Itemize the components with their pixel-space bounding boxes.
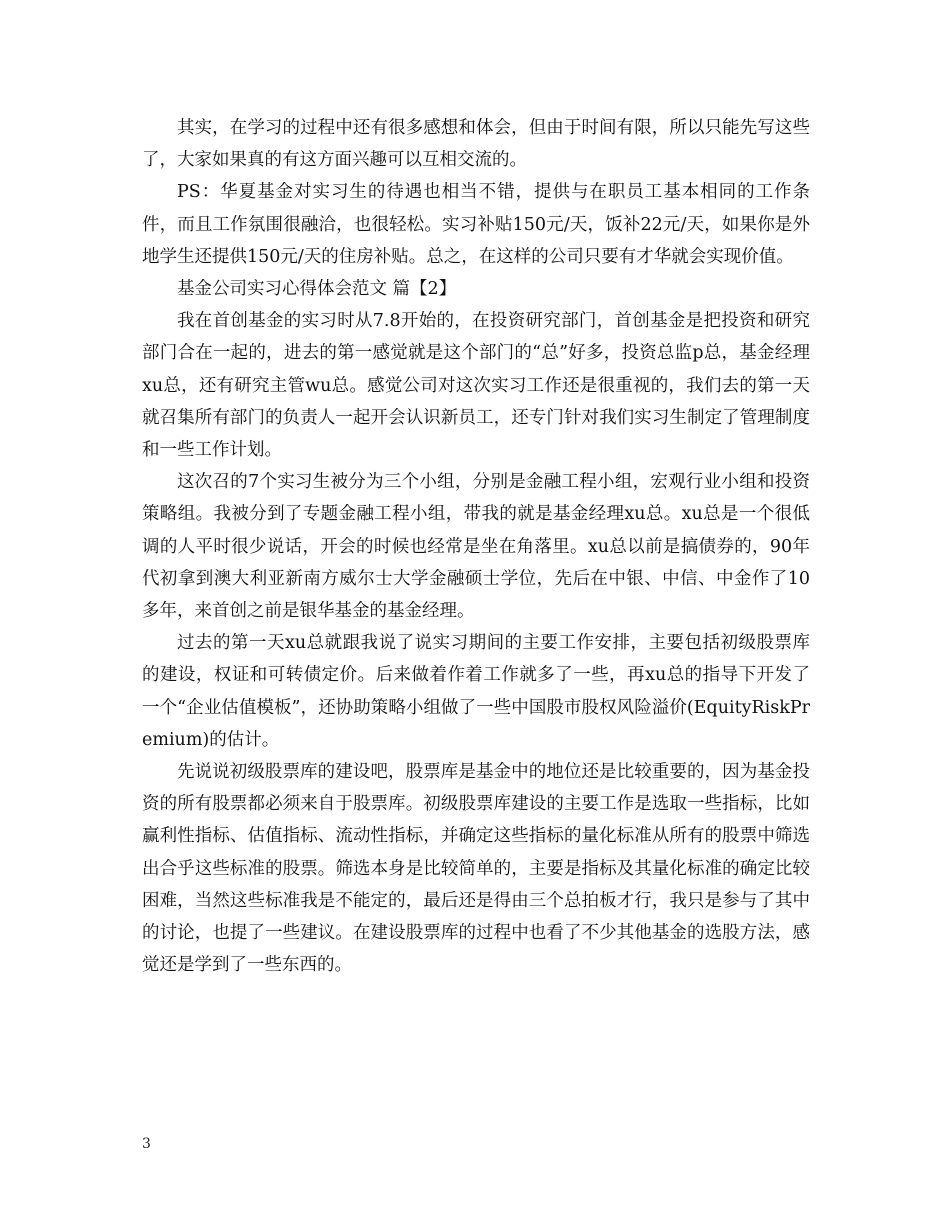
paragraph: 我在首创基金的实习时从7.8开始的，在投资研究部门，首创基金是把投资和研究部门合在一起的，进去的第一感觉就是这个部门的“总”好多，投资总监p总，基金经理xu总，还有研究主管wu总。感觉公司对这次实习工作还是很重视的，我们去的第一天就召集所有部门的负责人一起开会认识新员工，还专门针对我们实习生制定了管理制度和一些工作计划。 [142,311,810,461]
section-heading: 基金公司实习心得体会范文 篇【2】 [177,279,457,300]
paragraph: PS：华夏基金对实习生的待遇也相当不错，提供与在职员工基本相同的工作条件，而且工作氛围很融洽，也很轻松。实习补贴150元/天，饭补22元/天，如果你是外地学生还提供150元/天的住房补贴。总之，在这样的公司只要有才华就会实现价值。 [142,182,810,267]
paragraph: 过去的第一天xu总就跟我说了说实习期间的主要工作安排，主要包括初级股票库的建设，权证和可转债定价。后来做着作着工作就多了一些，再xu总的指导下开发了一个“企业估值模板”，还协助策略小组做了一些中国股市股权风险溢价(EquityRiskPremium)的估计。 [142,633,810,750]
paragraph: 先说说初级股票库的建设吧，股票库是基金中的地位还是比较重要的，因为基金投资的所有股票都必须来自于股票库。初级股票库建设的主要工作是选取一些指标，比如赢利性指标、估值指标、流动性指标，并确定这些指标的量化标准从所有的股票中筛选出合乎这些标准的股票。筛选本身是比较简单的，主要是指标及其量化标准的确定比较困难，当然这些标准我是不能定的，最后还是得由三个总拍板才行，我只是参与了其中的讨论，也提了一些建议。在建设股票库的过程中也看了不少其他基金的选股方法，感觉还是学到了一些东西的。 [142,762,810,976]
paragraph: 其实，在学习的过程中还有很多感想和体会，但由于时间有限，所以只能先写这些了，大家如果真的有这方面兴趣可以互相交流的。 [142,118,810,171]
document-body [142,112,810,981]
paragraph: 这次召的7个实习生被分为三个小组，分别是金融工程小组，宏观行业小组和投资策略组。我被分到了专题金融工程小组，带我的就是基金经理xu总。xu总是一个很低调的人平时很少说话，开会的时候也经常是坐在角落里。xu总以前是搞债券的，90年代初拿到澳大利亚新南方威尔士大学金融硕士学位，先后在中银、中信、中金作了10多年，来首创之前是银华基金的基金经理。 [142,472,810,622]
page-number: 3 [142,1136,151,1152]
